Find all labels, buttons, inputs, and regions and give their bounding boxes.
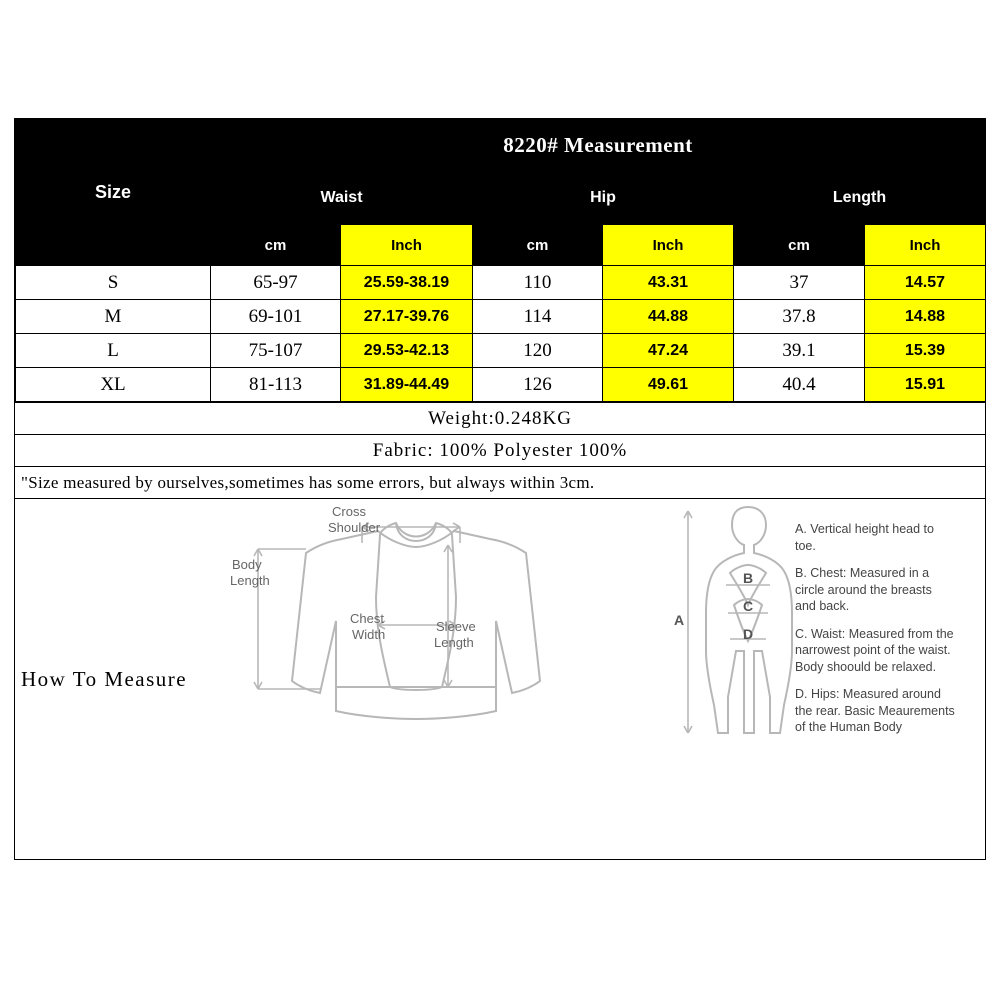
row-length-cm: 39.1	[734, 334, 865, 368]
row-waist-cm: 65-97	[211, 266, 341, 300]
row-waist-inch: 29.53-42.13	[341, 334, 473, 368]
body-mark-a: A	[674, 612, 685, 628]
table-row	[16, 334, 986, 368]
row-waist-cm: 69-101	[211, 300, 341, 334]
row-hip-inch: 47.24	[603, 334, 734, 368]
row-length-cm: 40.4	[734, 368, 865, 402]
row-length-cm: 37	[734, 266, 865, 300]
size-table	[15, 119, 986, 402]
body-mark-d: D	[743, 626, 754, 642]
measurement-title: 8220# Measurement	[211, 120, 986, 171]
label-sleeve-length-line2: Length	[434, 635, 474, 650]
table-row	[16, 300, 986, 334]
label-chest-width-line1: Chest	[350, 611, 384, 626]
row-hip-inch: 43.31	[603, 266, 734, 300]
label-sleeve-length-line1: Sleeve	[436, 619, 476, 634]
disclaimer-row: "Size measured by ourselves,sometimes has some errors, but always within 3cm.	[15, 466, 985, 498]
row-waist-cm: 75-107	[211, 334, 341, 368]
row-size: XL	[16, 368, 211, 402]
group-waist: Waist	[211, 171, 473, 225]
row-waist-inch: 25.59-38.19	[341, 266, 473, 300]
table-title-row	[16, 120, 986, 171]
body-mark-c: C	[743, 598, 754, 614]
weight-row: Weight:0.248KG	[15, 402, 985, 434]
unit-waist-inch: Inch	[341, 225, 473, 266]
row-hip-cm: 114	[473, 300, 603, 334]
unit-hip-cm: cm	[473, 225, 603, 266]
unit-hip-inch: Inch	[603, 225, 734, 266]
label-body-length-line1: Body	[232, 557, 262, 572]
legend-item-c: C. Waist: Measured from the narrowest point of the waist. Body shoould be relaxed.	[795, 626, 954, 674]
row-waist-cm: 81-113	[211, 368, 341, 402]
group-hip: Hip	[473, 171, 734, 225]
row-hip-cm: 126	[473, 368, 603, 402]
label-cross-shoulder-line1: Cross	[332, 504, 366, 519]
size-chart-sheet	[14, 118, 986, 860]
row-length-inch: 14.88	[865, 300, 986, 334]
body-mark-b: B	[743, 570, 754, 586]
table-row	[16, 266, 986, 300]
how-to-measure-section	[15, 498, 985, 742]
row-waist-inch: 31.89-44.49	[341, 368, 473, 402]
label-chest-width-line2: Width	[352, 627, 386, 642]
row-hip-cm: 110	[473, 266, 603, 300]
row-length-inch: 14.57	[865, 266, 986, 300]
label-cross-shoulder-line2: Shoulder	[328, 520, 381, 535]
row-length-cm: 37.8	[734, 300, 865, 334]
row-length-inch: 15.39	[865, 334, 986, 368]
size-header-cell: Size	[16, 120, 211, 266]
table-row	[16, 368, 986, 402]
legend-item-d: D. Hips: Measured around the rear. Basic Meaurements of the Human Body	[795, 687, 955, 734]
row-length-inch: 15.91	[865, 368, 986, 402]
row-hip-inch: 44.88	[603, 300, 734, 334]
unit-length-cm: cm	[734, 225, 865, 266]
row-waist-inch: 27.17-39.76	[341, 300, 473, 334]
legend-item-b: B. Chest: Measured in a circle around the breasts and back.	[795, 566, 932, 613]
row-hip-inch: 49.61	[603, 368, 734, 402]
legend-item-a: A. Vertical height head to toe.	[795, 522, 934, 553]
row-size: M	[16, 300, 211, 334]
label-body-length-line2: Length	[230, 573, 270, 588]
measure-legend	[795, 521, 955, 736]
unit-length-inch: Inch	[865, 225, 986, 266]
row-size: S	[16, 266, 211, 300]
row-hip-cm: 120	[473, 334, 603, 368]
how-to-measure-label: How To Measure	[21, 667, 188, 691]
group-length: Length	[734, 171, 986, 225]
row-size: L	[16, 334, 211, 368]
unit-waist-cm: cm	[211, 225, 341, 266]
fabric-row: Fabric: 100% Polyester 100%	[15, 434, 985, 466]
